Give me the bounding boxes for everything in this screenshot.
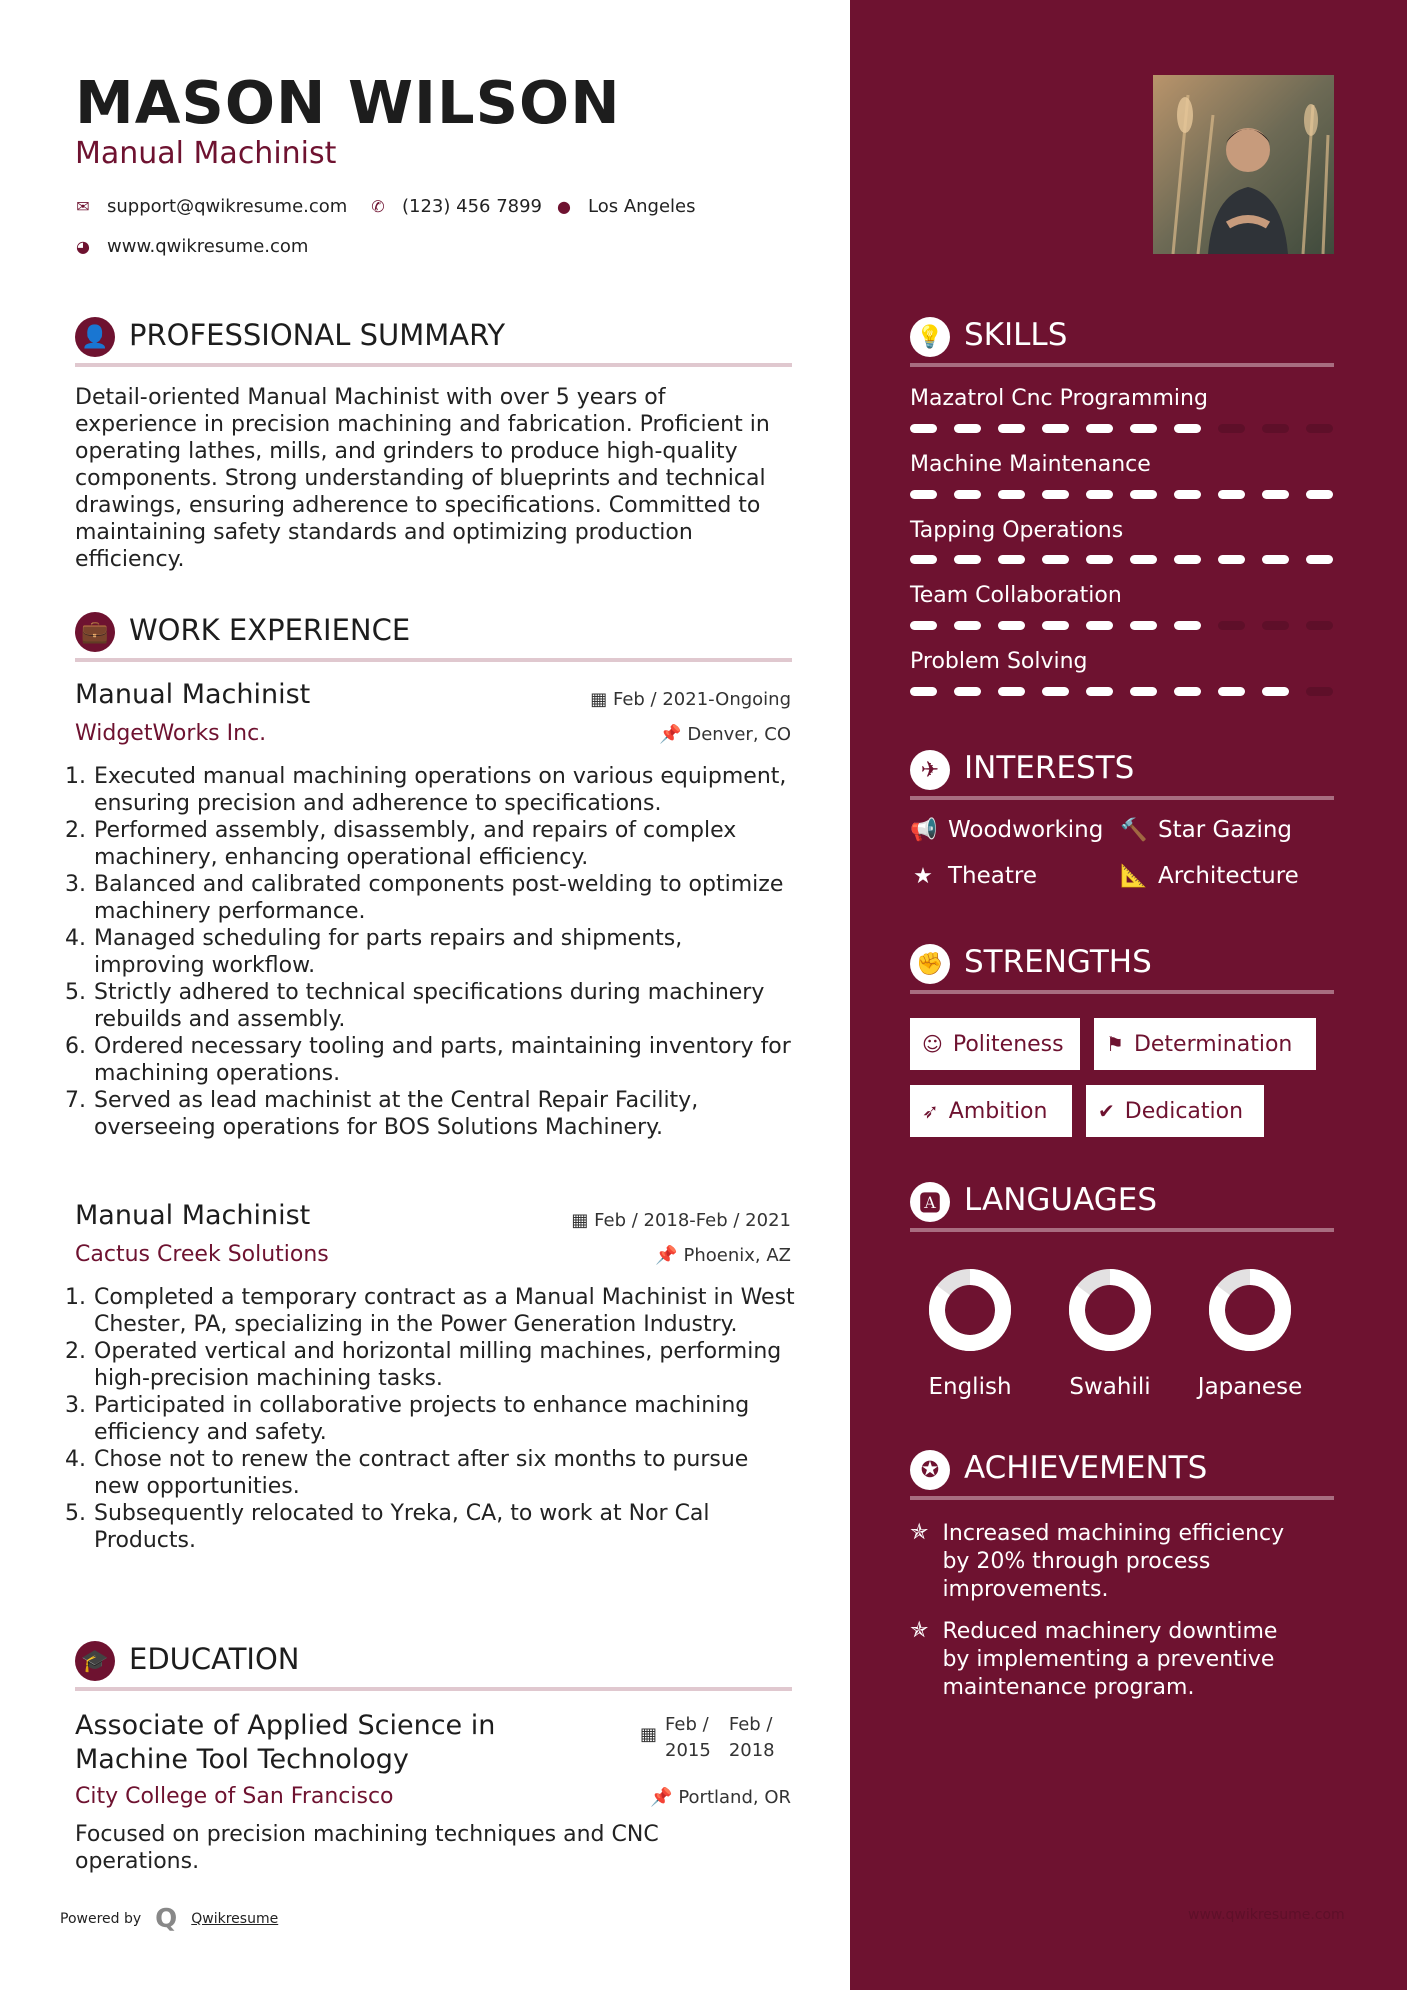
language-item: [1180, 1262, 1320, 1400]
languages-title: LANGUAGES: [964, 1182, 1158, 1218]
skill-label: Machine Maintenance: [910, 452, 1151, 477]
interests-rule: [910, 796, 1334, 800]
job-location: [560, 724, 791, 745]
job-dates: [560, 689, 791, 710]
education-title: EDUCATION: [129, 1642, 300, 1676]
skill-dash: [910, 621, 937, 630]
strengths-rule: [910, 990, 1334, 994]
summary-line: experience in precision machining and fabrication. Proficient in: [75, 412, 770, 437]
education-rule: [75, 1687, 792, 1691]
skill-dash: [1174, 621, 1201, 630]
edu-desc-line: operations.: [75, 1849, 200, 1874]
skill-dash: [1130, 424, 1157, 433]
skill-dash: [1130, 490, 1157, 499]
achievement-line: maintenance program.: [942, 1675, 1195, 1700]
shooting-star-icon: ✯: [910, 1618, 929, 1643]
achievements-title: ACHIEVEMENTS: [964, 1450, 1208, 1486]
language-icon: 🅰: [910, 1182, 950, 1222]
education-desc: [75, 1821, 795, 1875]
strength-label: Dedication: [1124, 1098, 1244, 1124]
fist-icon: ✊: [910, 944, 950, 984]
summary-line: components. Strong understanding of blueprints and technical: [75, 466, 766, 491]
location-text: Los Angeles: [588, 196, 696, 217]
skill-rating: [910, 555, 1333, 564]
job-dates: [540, 1210, 791, 1231]
contact-website[interactable]: [75, 236, 308, 257]
skill-dash: [1262, 424, 1289, 433]
job-company: WidgetWorks Inc.: [75, 721, 267, 746]
achievement-line: by 20% through process: [942, 1549, 1211, 1574]
star-icon: ★: [913, 863, 933, 889]
skill-dash: [1306, 555, 1333, 564]
skill-label: Mazatrol Cnc Programming: [910, 386, 1208, 411]
achievement-text: [942, 1618, 1277, 1702]
school-name: City College of San Francisco: [75, 1784, 394, 1809]
achievements-rule: [910, 1496, 1334, 1500]
rocket-icon: ➶: [922, 1099, 939, 1123]
contact-location: [556, 196, 696, 217]
skill-dash: [1130, 687, 1157, 696]
skill-label: Team Collaboration: [910, 583, 1122, 608]
strength-chip: [910, 1018, 1080, 1070]
globe-icon: ◕: [76, 237, 90, 256]
brand-link[interactable]: Qwikresume: [191, 1911, 279, 1927]
pin-icon: 📌: [650, 1787, 673, 1808]
skill-dash: [954, 424, 981, 433]
job-dates-text: Feb / 2021-Ongoing: [612, 689, 791, 710]
skill-label: Tapping Operations: [910, 518, 1124, 543]
skill-dash: [954, 687, 981, 696]
language-label: Swahili: [1069, 1374, 1151, 1400]
map-marker-icon: ●: [557, 197, 571, 216]
skills-rule: [910, 363, 1334, 367]
skill-dash: [1042, 424, 1069, 433]
edu-desc-line: Focused on precision machining techniques and CNC: [75, 1822, 659, 1847]
skill-rating: [910, 687, 1333, 696]
skill-dash: [1262, 621, 1289, 630]
achievement-item: [910, 1618, 1277, 1702]
list-item: 3. Participated in collaborative projects to enhance machining efficiency and safety.: [93, 1392, 795, 1446]
interest-label: Architecture: [1158, 863, 1299, 889]
skill-label: Problem Solving: [910, 649, 1088, 674]
graduation-icon: 🎓: [75, 1641, 115, 1681]
skill-rating: [910, 424, 1333, 433]
list-item: 2. Operated vertical and horizontal milling machines, performing high-precision machining tasks.: [93, 1338, 795, 1392]
skill-dash: [910, 555, 937, 564]
skill-dash: [998, 687, 1025, 696]
smile-icon: ☺: [922, 1032, 943, 1056]
profile-photo: [1153, 75, 1334, 254]
summary-line: drawings, ensuring adherence to specifications. Committed to: [75, 493, 761, 518]
interest-item: [1120, 817, 1292, 843]
skill-dash: [1174, 424, 1201, 433]
candidate-role: Manual Machinist: [75, 136, 337, 171]
envelope-icon: ✉: [76, 197, 90, 216]
skill-dash: [954, 621, 981, 630]
list-item: 4. Chose not to renew the contract after six months to pursue new opportunities.: [93, 1446, 795, 1500]
skill-dash: [1086, 687, 1113, 696]
job-location-text: Phoenix, AZ: [683, 1245, 791, 1266]
languages-rule: [910, 1228, 1334, 1232]
bullet-list: [75, 763, 795, 1141]
contact-email[interactable]: [75, 196, 347, 217]
edu-start-month: Feb /: [665, 1714, 709, 1735]
strengths-title: STRENGTHS: [964, 944, 1152, 980]
skill-dash: [1218, 424, 1245, 433]
phone-icon: ✆: [371, 197, 385, 216]
interest-item: [910, 817, 1103, 843]
job-bullets: [75, 763, 795, 1141]
job-title: Manual Machinist: [75, 1200, 311, 1231]
skill-dash: [1086, 424, 1113, 433]
skill-dash: [1042, 555, 1069, 564]
skill-dash: [1086, 621, 1113, 630]
achievement-line: improvements.: [942, 1577, 1109, 1602]
skill-dash: [954, 555, 981, 564]
language-item: [900, 1262, 1040, 1400]
degree-line: Machine Tool Technology: [75, 1744, 409, 1775]
job-location: [560, 1245, 791, 1266]
skill-dash: [1306, 687, 1333, 696]
education-dates: [640, 1712, 775, 1764]
website-text: www.qwikresume.com: [107, 236, 309, 257]
bullet-list: [75, 1284, 795, 1554]
achievement-text: [942, 1520, 1284, 1604]
skill-dash: [1042, 621, 1069, 630]
strength-label: Politeness: [952, 1031, 1064, 1057]
job-location-text: Denver, CO: [687, 724, 791, 745]
interest-label: Theatre: [948, 863, 1037, 889]
skill-dash: [998, 424, 1025, 433]
ruler-icon: 📐: [1120, 863, 1148, 889]
language-ring: [1180, 1262, 1320, 1362]
list-item: 7. Served as lead machinist at the Central Repair Facility, overseeing operations for BOS Solutions Machinery.: [93, 1087, 795, 1141]
summary-line: maintaining safety standards and optimizing production: [75, 520, 693, 545]
calendar-icon: ▦: [571, 1210, 589, 1231]
shooting-star-icon: ✯: [910, 1520, 929, 1545]
language-ring: [1040, 1262, 1180, 1362]
achievement-line: by implementing a preventive: [942, 1647, 1275, 1672]
language-label: English: [928, 1374, 1012, 1400]
paper-plane-icon: ✈: [910, 750, 950, 790]
summary-rule: [75, 363, 792, 367]
powered-by-text: Powered by: [60, 1911, 142, 1927]
strength-label: Determination: [1133, 1031, 1293, 1057]
achievement-line: Increased machining efficiency: [942, 1521, 1285, 1546]
check-circle-icon: ✔: [1098, 1099, 1115, 1123]
skill-dash: [1218, 687, 1245, 696]
skill-dash: [1262, 687, 1289, 696]
pin-icon: 📌: [659, 724, 682, 745]
achievement-item: [910, 1520, 1284, 1604]
flag-icon: ⚑: [1106, 1032, 1124, 1056]
skill-dash: [1042, 687, 1069, 696]
summary-line: efficiency.: [75, 547, 185, 572]
experience-title: WORK EXPERIENCE: [129, 613, 411, 647]
skill-dash: [910, 687, 937, 696]
skill-dash: [1306, 490, 1333, 499]
lightbulb-icon: 💡: [910, 317, 950, 357]
skill-dash: [1130, 621, 1157, 630]
skill-dash: [910, 490, 937, 499]
briefcase-icon: 💼: [75, 612, 115, 652]
language-label: Japanese: [1197, 1374, 1303, 1400]
job-dates-text: Feb / 2018-Feb / 2021: [594, 1210, 791, 1231]
job-company: Cactus Creek Solutions: [75, 1242, 329, 1267]
skill-dash: [954, 490, 981, 499]
award-icon: ✪: [910, 1450, 950, 1490]
achievement-line: Reduced machinery downtime: [942, 1619, 1278, 1644]
interest-item: [910, 863, 1037, 889]
summary-text: [75, 384, 795, 573]
list-item: 6. Ordered necessary tooling and parts, maintaining inventory for machining operations.: [93, 1033, 795, 1087]
skill-dash: [1218, 490, 1245, 499]
footer-credit: [60, 1904, 278, 1934]
user-icon: 👤: [75, 317, 115, 357]
skill-dash: [1262, 555, 1289, 564]
skill-dash: [1306, 621, 1333, 630]
edu-end-month: Feb /: [728, 1714, 773, 1735]
strength-label: Ambition: [948, 1098, 1048, 1124]
email-text: support@qwikresume.com: [107, 196, 348, 217]
degree-title: [75, 1709, 495, 1777]
strength-chip: [1086, 1085, 1264, 1137]
interest-label: Woodworking: [948, 817, 1104, 843]
calendar-icon: ▦: [590, 689, 608, 710]
skills-title: SKILLS: [964, 317, 1068, 353]
summary-line: operating lathes, mills, and grinders to produce high-quality: [75, 439, 738, 464]
list-item: 1. Executed manual machining operations on various equipment, ensuring precision and adherence to specifications.: [93, 763, 795, 817]
interest-label: Star Gazing: [1158, 817, 1293, 843]
list-item: 4. Managed scheduling for parts repairs and shipments, improving workflow.: [93, 925, 795, 979]
edu-start: [665, 1712, 711, 1764]
skill-dash: [1130, 555, 1157, 564]
skill-dash: [1086, 555, 1113, 564]
bullhorn-icon: 📢: [910, 817, 938, 843]
job-bullets: [75, 1284, 795, 1554]
list-item: 2. Performed assembly, disassembly, and repairs of complex machinery, enhancing operational efficiency.: [93, 817, 795, 871]
skill-rating: [910, 621, 1333, 630]
edu-end-year: 2018: [728, 1740, 775, 1761]
language-ring: [900, 1262, 1040, 1362]
skill-dash: [998, 621, 1025, 630]
edu-start-year: 2015: [665, 1740, 711, 1761]
skill-dash: [998, 555, 1025, 564]
skill-rating: [910, 490, 1333, 499]
skill-dash: [1174, 490, 1201, 499]
qwikresume-logo-icon: Q: [155, 1904, 178, 1934]
list-item: 3. Balanced and calibrated components post-welding to optimize machinery performance.: [93, 871, 795, 925]
edu-end: [729, 1712, 775, 1764]
skill-dash: [910, 424, 937, 433]
contact-phone: [370, 196, 542, 217]
candidate-name: MASON WILSON: [75, 68, 621, 137]
degree-line: Associate of Applied Science in: [75, 1710, 496, 1741]
skill-dash: [1174, 555, 1201, 564]
interests-title: INTERESTS: [964, 750, 1135, 786]
experience-rule: [75, 658, 792, 662]
summary-line: Detail-oriented Manual Machinist with over 5 years of: [75, 385, 666, 410]
skill-dash: [1218, 621, 1245, 630]
list-item: 1. Completed a temporary contract as a Manual Machinist in West Chester, PA, specializing in the Power Generation Industry.: [93, 1284, 795, 1338]
strength-chip: [1094, 1018, 1316, 1070]
language-item: [1040, 1262, 1180, 1400]
skill-dash: [1306, 424, 1333, 433]
skill-dash: [1174, 687, 1201, 696]
skill-dash: [998, 490, 1025, 499]
pin-icon: 📌: [655, 1245, 678, 1266]
strength-chip: [910, 1085, 1072, 1137]
interest-item: [1120, 863, 1299, 889]
summary-title: PROFESSIONAL SUMMARY: [129, 318, 506, 352]
edu-location-text: Portland, OR: [678, 1787, 791, 1808]
list-item: 5. Subsequently relocated to Yreka, CA, to work at Nor Cal Products.: [93, 1500, 795, 1554]
footer-watermark: www.qwikresume.com: [1188, 1907, 1345, 1923]
skill-dash: [1262, 490, 1289, 499]
job-title: Manual Machinist: [75, 679, 311, 710]
education-location: [560, 1787, 791, 1808]
gavel-icon: 🔨: [1120, 817, 1148, 843]
list-item: 5. Strictly adhered to technical specifications during machinery rebuilds and assembly.: [93, 979, 795, 1033]
phone-text: (123) 456 7899: [402, 196, 543, 217]
skill-dash: [1086, 490, 1113, 499]
skill-dash: [1042, 490, 1069, 499]
calendar-icon: ▦: [640, 1724, 658, 1745]
skill-dash: [1218, 555, 1245, 564]
languages-row: [900, 1262, 1340, 1412]
